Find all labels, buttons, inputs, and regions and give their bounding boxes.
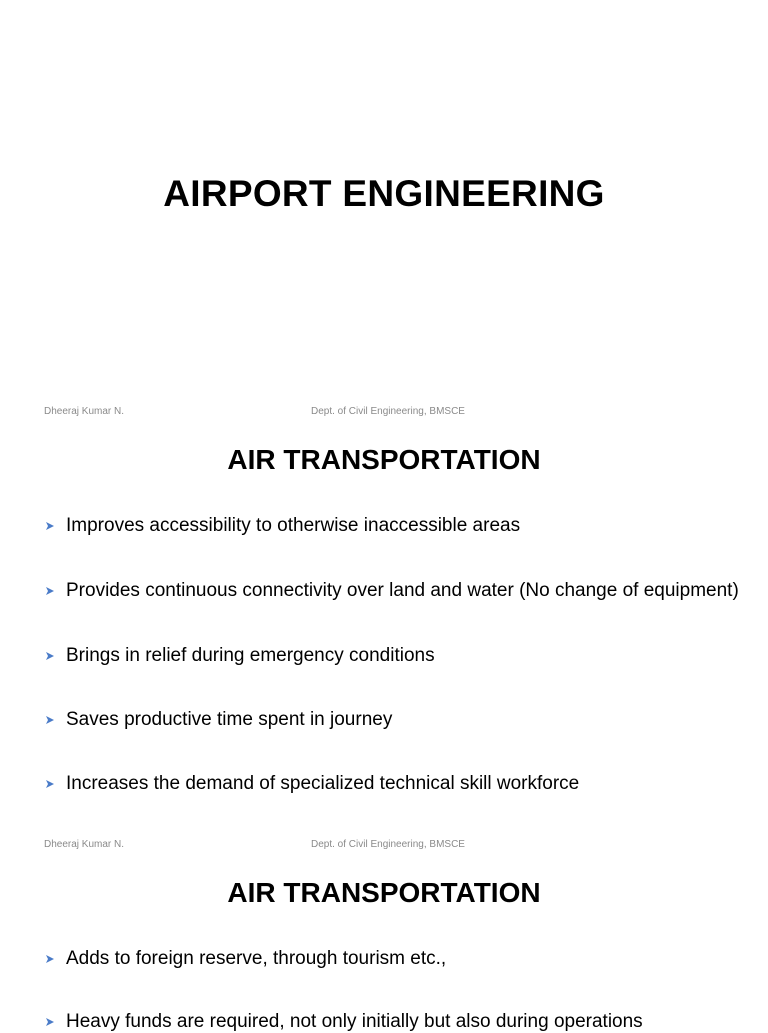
list-item xyxy=(44,773,579,795)
bullet-text: Brings in relief during emergency conditions xyxy=(66,645,435,666)
slide-heading: AIR TRANSPORTATION xyxy=(227,877,541,908)
footer-author: Dheeraj Kumar N. xyxy=(44,406,125,417)
list-item xyxy=(44,948,446,970)
bullet-text: Improves accessibility to otherwise inaccessible areas xyxy=(66,515,521,536)
arrowhead-bullet-icon xyxy=(44,650,56,662)
bullet-text: Increases the demand of specialized technical skill workforce xyxy=(66,773,580,794)
footer-department: Dept. of Civil Engineering, BMSCE xyxy=(311,406,465,417)
list-item xyxy=(44,1011,643,1033)
footer-author: Dheeraj Kumar N. xyxy=(44,839,125,850)
bullet-text: Adds to foreign reserve, through tourism etc., xyxy=(66,948,447,969)
arrowhead-bullet-icon xyxy=(44,520,56,532)
arrowhead-bullet-icon xyxy=(44,585,56,597)
list-item xyxy=(44,515,520,537)
slide-title-main: AIRPORT ENGINEERING xyxy=(163,173,605,214)
bullet-text: Saves productive time spent in journey xyxy=(66,709,393,730)
slide-heading: AIR TRANSPORTATION xyxy=(227,444,541,475)
arrowhead-bullet-icon xyxy=(44,714,56,726)
list-item xyxy=(44,580,739,602)
footer-department: Dept. of Civil Engineering, BMSCE xyxy=(311,839,465,850)
bullet-text: Provides continuous connectivity over land and water (No change of equipment) xyxy=(66,580,739,601)
arrowhead-bullet-icon xyxy=(44,1016,56,1028)
arrowhead-bullet-icon xyxy=(44,953,56,965)
list-item xyxy=(44,709,392,731)
list-item xyxy=(44,645,435,667)
arrowhead-bullet-icon xyxy=(44,778,56,790)
bullet-text: Heavy funds are required, not only initially but also during operations xyxy=(66,1011,643,1032)
